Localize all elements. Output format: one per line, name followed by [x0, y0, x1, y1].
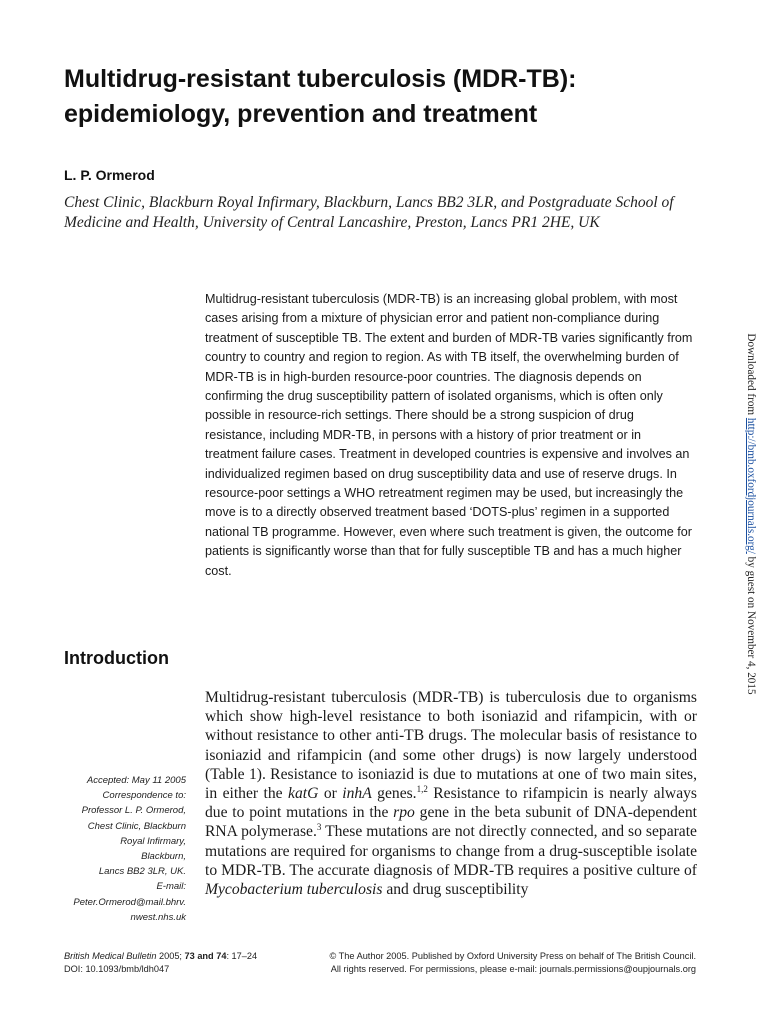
correspondence-line: Royal Infirmary,	[120, 835, 186, 847]
introduction-heading: Introduction	[64, 648, 169, 668]
citation-line	[64, 950, 257, 963]
doi: DOI: 10.1093/bmb/ldh047	[64, 964, 170, 974]
journal-link[interactable]: http://bmb.oxfordjournals.org/	[745, 417, 757, 554]
copyright-line-1: © The Author 2005. Published by Oxford University Press on behalf of The British Council.	[329, 951, 696, 961]
correspondence-line: Professor L. P. Ormerod,	[81, 805, 186, 817]
intro-text-1: Multidrug-resistant tuberculosis (MDR-TB) is tuberculosis due to organisms which show high-level resistance to both isoniazid and rifampicin, with or without resistance to other anti-TB drugs. The molecular basis of resistance to isoniazid and rifampicin (and some other drugs) is now largely understood (Table 1). Resistance to isoniazid is due to mutations at one of two main sites, in either the	[205, 689, 697, 803]
title-line-2: epidemiology, prevention and treatment	[64, 100, 538, 128]
intro-text-genes: genes.	[371, 785, 417, 803]
title-line-1: Multidrug-resistant tuberculosis (MDR-TB):	[64, 65, 577, 93]
intro-text-5: and drug susceptibility	[382, 881, 529, 899]
copyright-line-2: All rights reserved. For permissions, please e-mail: journals.permissions@oupjournals.org	[330, 964, 696, 974]
correspondence-line: Blackburn,	[141, 851, 186, 863]
download-suffix: by guest on November 4, 2015	[745, 553, 757, 695]
gene-inha: inhA	[342, 785, 372, 803]
correspondence-note	[40, 773, 186, 925]
author-affiliation: Chest Clinic, Blackburn Royal Infirmary, Blackburn, Lancs BB2 3LR, and Postgraduate School of Medicine and Health, University of Central Lancashire, Preston, Lancs PR1 2HE, UK	[64, 194, 674, 231]
email-address-part-1[interactable]: Peter.Ormerod@mail.bhrv.	[73, 896, 186, 908]
citation-year: 2005;	[156, 951, 185, 961]
download-notice	[745, 333, 757, 694]
intro-text-4: These mutations are not directly connected, and so separate mutations are required for organisms to change from a drug-susceptible isolate to MDR-TB. The accurate diagnosis of MDR-TB requires a positive culture of	[205, 823, 697, 879]
gene-rpo: rpo	[393, 804, 415, 822]
citation-volumes: 73 and 74	[184, 951, 227, 961]
author-name: L. P. Ormerod	[64, 167, 155, 183]
email-label: E-mail:	[156, 881, 186, 893]
accepted-date: Accepted: May 11 2005	[86, 775, 186, 786]
intro-text-or: or	[318, 785, 343, 803]
correspondence-line: Lancs BB2 3LR, UK.	[98, 866, 186, 878]
gene-katg: katG	[288, 785, 319, 803]
introduction-paragraph	[205, 688, 697, 899]
article-title	[64, 62, 704, 132]
reference-3[interactable]: 3	[316, 822, 322, 833]
abstract: Multidrug-resistant tuberculosis (MDR-TB) is an increasing global problem, with most cases arising from a mixture of physician error and patient non-compliance during treatment of susceptible TB. The extent and burden of MDR-TB varies significantly from country to country and region to region. As with TB itself, the overwhelming burden of MDR-TB is in high-burden resource-poor countries. The diagnosis depends on confirming the drug susceptibility pattern of isolated organisms, which is often only possible in resource-rich settings. There should be a strong suspicion of drug resistance, including MDR-TB, in persons with a history of prior treatment or in treatment failure cases. Treatment in developed countries is expensive and involves an individualized regimen based on drug susceptibility data and use of reserve drugs. In resource-poor settings a WHO retreatment regimen may be used, but increasingly the move is to a directly observed treatment based ‘DOTS-plus’ regimen in a supported national TB programme. However, even where such treatment is given, the outcome for patients is significantly worse than that for fully susceptible TB and has a much higher cost.	[205, 292, 693, 578]
citation-pages: : 17–24	[226, 951, 258, 961]
reference-1-2[interactable]: 1,2	[416, 783, 428, 794]
email-address-part-2[interactable]: nwest.nhs.uk	[130, 911, 186, 923]
organism-name: Mycobacterium tuberculosis	[205, 881, 383, 899]
download-prefix: Downloaded from	[745, 333, 757, 418]
correspondence-line: Chest Clinic, Blackburn	[87, 820, 186, 832]
journal-name: British Medical Bulletin	[64, 951, 157, 961]
copyright-footer	[300, 950, 696, 976]
correspondence-label: Correspondence to:	[102, 790, 186, 802]
intro-text-3: gene in the beta subunit of DNA-dependent RNA polymerase.	[205, 804, 697, 841]
download-watermark	[741, 318, 761, 710]
intro-text-2: Resistance to rifampicin is nearly always due to point mutations in the	[205, 785, 697, 822]
citation-footer	[64, 950, 257, 976]
